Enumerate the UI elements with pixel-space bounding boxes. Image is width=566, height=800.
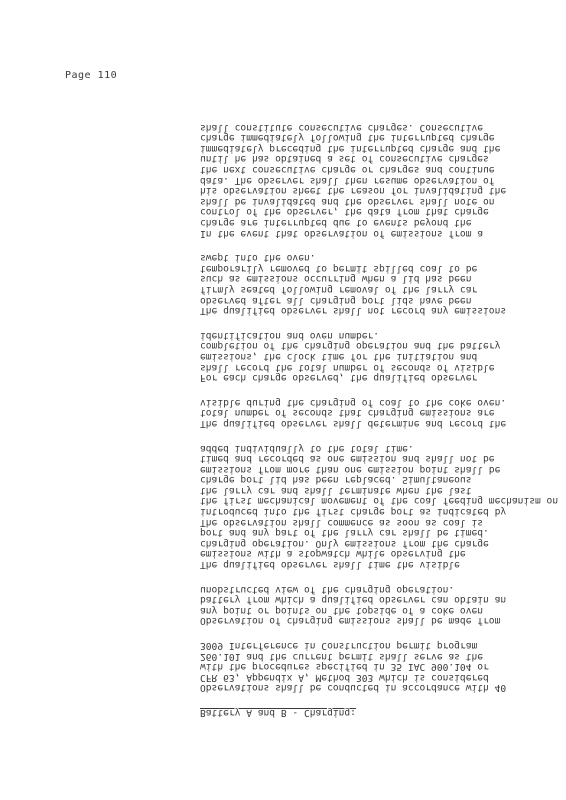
- text-line: swept into the oven.: [200, 252, 316, 264]
- text-line: Observations shall be conducted in accordance with 40: [200, 682, 507, 694]
- text-line: CFR 63, Appendix A, Method 303 which is considered: [200, 671, 489, 683]
- paragraph: [200, 442, 559, 571]
- text-line: control of the observer, the data from that charge: [200, 206, 489, 218]
- heading-text: Battery A and B - Charging:: [200, 707, 356, 718]
- paragraph: [200, 639, 510, 692]
- text-line: immediately preceding the interrupted charge and the: [200, 142, 501, 154]
- text-line: timed and recorded as one emission and shall not be: [200, 453, 495, 465]
- paragraph: [200, 252, 510, 316]
- text-line: any point or points on the topside of a coke oven: [200, 604, 484, 616]
- text-line: The qualified observer shall time the visible: [200, 559, 460, 571]
- text-line: 260.101 and the current permit shall serve as the: [200, 650, 484, 662]
- text-line: The observation shall commence as soon as coal is: [200, 516, 484, 528]
- text-line: battery from which a qualified observer can obtain an: [200, 594, 507, 606]
- text-line: The qualified observer shall determine and record the: [200, 417, 507, 429]
- text-line: observed after all charging port lids have been: [200, 294, 472, 306]
- section-heading: [200, 706, 510, 717]
- text-line: firmly seated following removal of the larry car: [200, 284, 478, 295]
- text-line: the first mechanical movement of the coal feeding mechanism on: [200, 495, 559, 507]
- text-line: In the event that observation of emissions from a: [200, 227, 484, 239]
- text-line: charge immediately following the interrupted charge: [200, 132, 495, 144]
- text-line: until he has obtained a set of consecutive charges: [200, 153, 489, 165]
- text-line: charge port lid has been replaced. Simultaneous: [200, 474, 472, 486]
- text-line: identification and oven number.: [200, 329, 380, 341]
- paragraph-list: [200, 121, 559, 694]
- paragraph: [200, 396, 510, 428]
- text-line: added individually to the total time.: [200, 442, 414, 454]
- mirrored-text-block: [200, 97, 559, 718]
- text-line: charging operation. Only emissions from the charge: [200, 537, 489, 549]
- text-line: the next consecutive charge or charges and continue: [200, 164, 495, 176]
- paragraph: [200, 329, 510, 382]
- paragraph: [200, 583, 510, 625]
- text-line: data. The observer shall then resume observation of: [200, 174, 495, 186]
- text-line: the larry car and shall terminate when the last: [200, 484, 472, 496]
- paragraph: [200, 121, 510, 238]
- text-line: The qualified observer shall not record any emissions: [200, 305, 507, 317]
- text-line: such as emissions occurring when a lid has been: [200, 273, 472, 285]
- text-line: shall be invalidated and the observer shall note on: [200, 195, 495, 207]
- text-line: Observation of charging emissions shall be made from: [200, 615, 501, 627]
- text-line: port and any part of the larry car shall be timed.: [200, 527, 489, 539]
- text-line: temporarily removed to permit spilled coal to be: [200, 262, 478, 274]
- text-line: unobstructed view of the charging operation.: [200, 583, 455, 595]
- text-line: emissions with a stopwatch while observing the: [200, 548, 466, 560]
- text-line: visible during the charging of coal to the coke oven.: [200, 396, 507, 408]
- text-line: his observation sheet the reason for invalidating the: [200, 185, 507, 197]
- text-line: total number of seconds that charging emissions are: [200, 407, 495, 419]
- text-line: with the procedures specified in 35 IAC 900.104 or: [200, 661, 489, 673]
- page-number: Page 110: [65, 70, 118, 81]
- text-line: shall constitute consecutive charges. Consecutive: [200, 121, 484, 133]
- text-line: For each charge observed, the qualified observer: [200, 372, 478, 384]
- text-line: shall record the total number of seconds of visible: [200, 361, 495, 373]
- text-line: emissions, the clock time for the initiation and: [200, 350, 478, 362]
- text-line: completion of the charging operation and the battery: [200, 340, 501, 352]
- text-line: emissions from more than one emission point shall be: [200, 463, 501, 475]
- text-line: introduced into the first charge port as indicated by: [200, 506, 507, 518]
- text-line: charge are interrupted due to events beyond the: [200, 217, 472, 229]
- text-line: 3009 Interference in Construction permit program: [200, 640, 478, 652]
